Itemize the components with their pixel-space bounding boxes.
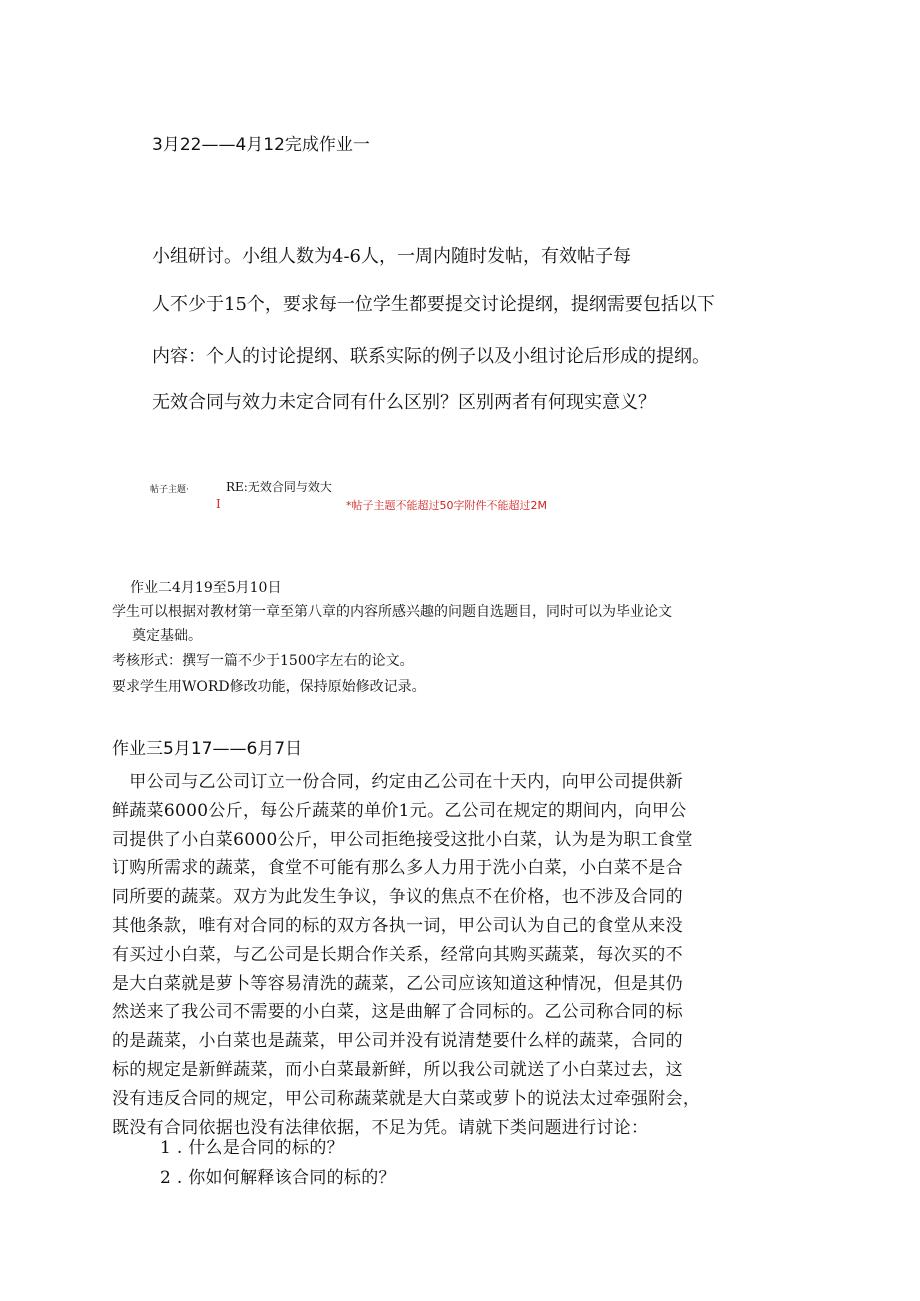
post-subject-input[interactable]: RE:无效合同与效大 (226, 480, 332, 494)
assignment2-line-3: 考核形式：撰写一篇不少于1500字左右的论文。 (112, 653, 414, 669)
case-line: 没有违反合同的规定，甲公司称蔬菜就是大白菜或萝卜的说法太过牵强附会， (112, 1088, 701, 1109)
assignment2-line-1: 学生可以根据对教材第一章至第八章的内容所感兴趣的问题自选题目，同时可以为毕业论文 (112, 604, 672, 620)
post-subject-label: 帖子主题· (150, 485, 189, 495)
assignment1-line-1: 小组研讨。小组人数为4-6人，一周内随时发帖，有效帖子每 (152, 246, 631, 267)
case-line: 标的规定是新鲜蔬菜，而小白菜最新鲜，所以我公司就送了小白菜过去，这 (112, 1059, 683, 1080)
assignment1-line-3: 内容：个人的讨论提纲、联系实际的例子以及小组讨论后形成的提纲。 (152, 346, 710, 367)
case-line: 有买过小白菜，与乙公司是长期合作关系，经常向其购买蔬菜，每次买的不 (112, 944, 683, 965)
assignment2-heading: 作业二4月19至5月10日 (130, 580, 282, 596)
case-paragraph (112, 768, 812, 1142)
assignment1-question: 无效合同与效力未定合同有什么区别？区别两者有何现实意义？ (152, 392, 656, 413)
question-2: 2 . 你如何解释该合同的标的？ (160, 1168, 396, 1188)
case-line: 订购所需求的蔬菜，食堂不可能有那么多人力用于洗小白菜，小白菜不是合 (112, 858, 683, 879)
case-line: 是大白菜就是萝卜等容易清洗的蔬菜，乙公司应该知道这种情况，但是其仍 (112, 973, 683, 994)
case-line: 其他条款，唯有对合同的标的双方各执一词，甲公司认为自己的食堂从来没 (112, 915, 683, 936)
post-limit-note: *帖子主题不能超过50字附件不能超过2M (346, 499, 547, 512)
assignment2-line-2: 奠定基础。 (132, 628, 202, 644)
case-line: 鲜蔬菜6000公斤，每公斤蔬菜的单价1元。乙公司在规定的期间内，向甲公 (112, 800, 687, 821)
case-line: 司提供了小白菜6000公斤，甲公司拒绝接受这批小白菜，认为是为职工食堂 (112, 829, 693, 850)
case-line: 的是蔬菜，小白菜也是蔬菜，甲公司并没有说清楚要什么样的蔬菜，合同的 (112, 1031, 683, 1052)
assignment1-line-2: 人不少于15个，要求每一位学生都要提交讨论提纲，提纲需要包括以下 (152, 294, 715, 315)
text-cursor: I (216, 497, 221, 511)
case-line: 既没有合同依据也没有法律依据，不足为凭。请就下类问题进行讨论： (112, 1117, 649, 1138)
assignment1-title: 3月22——4月12完成作业一 (152, 135, 370, 155)
case-line: 同所要的蔬菜。双方为此发生争议，争议的焦点不在价格，也不涉及合同的 (112, 887, 683, 908)
assignment2-line-4: 要求学生用WORD修改功能，保持原始修改记录。 (112, 679, 426, 695)
assignment3-heading: 作业三5月17——6月7日 (112, 739, 303, 759)
case-line: 甲公司与乙公司订立一份合同，约定由乙公司在十天内，向甲公司提供新 (112, 772, 683, 792)
question-1: 1 . 什么是合同的标的？ (160, 1138, 344, 1158)
case-line: 然送来了我公司不需要的小白菜，这是曲解了合同标的。乙公司称合同的标 (112, 1002, 683, 1023)
